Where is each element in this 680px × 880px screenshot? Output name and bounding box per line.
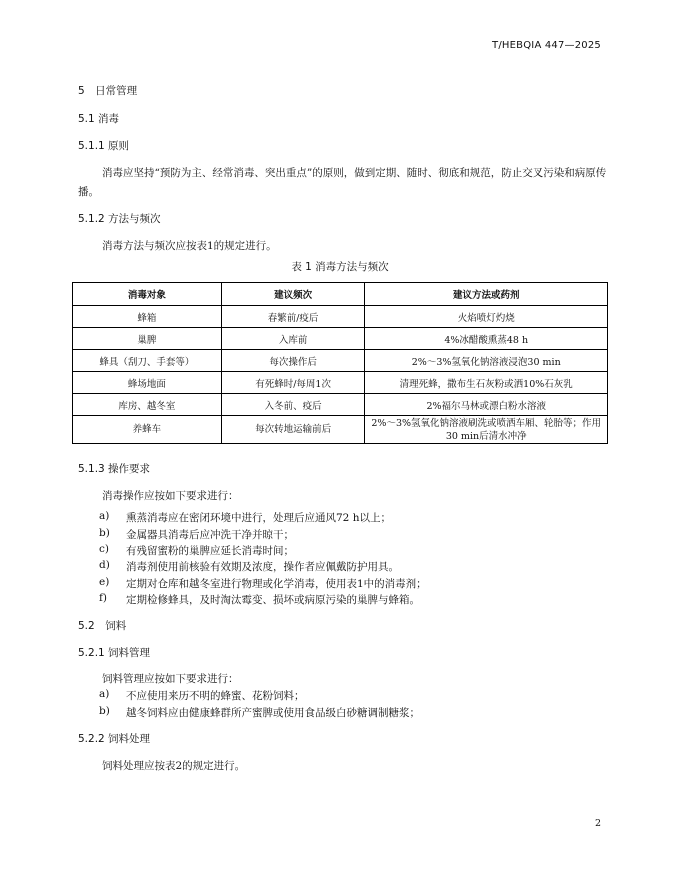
list-item-text: 消毒剂使用前核验有效期及浓度，操作者应佩戴防护用具。 [126,561,399,573]
document-code: T/HEBQIA 447—2025 [492,40,601,51]
table-header-row [73,283,608,306]
table-cell: 2%～3%氢氧化钠溶液刷洗或喷洒车厢、轮胎等；作用30 min后清水冲净 [365,416,608,444]
table-header-cell: 消毒对象 [73,283,222,306]
ops-intro: 消毒操作应按如下要求进行： [102,490,239,502]
table-cell: 每次转地运输前后 [221,416,365,444]
table-cell: 有死蜂时/每周1次 [221,372,365,394]
table-row [73,416,608,444]
feed-intro: 饲料管理应按如下要求进行： [102,673,239,685]
table-cell: 入冬前、疫后 [221,394,365,416]
list-item-label: e) [99,576,110,588]
list-item-text: 越冬饲料应由健康蜂群所产蜜脾或使用食品级白砂糖调制糖浆； [126,707,420,719]
table-cell: 清理死蜂，撒布生石灰粉或洒10%石灰乳 [365,372,608,394]
list-item-text: 定期检修蜂具，及时淘汰霉变、损坏或病原污染的巢脾与蜂箱。 [126,594,420,606]
table-cell: 2%福尔马林或漂白粉水溶液 [365,394,608,416]
list-item-label: b) [99,705,110,717]
section-heading-5-2-1: 5.2.1 饲料管理 [78,647,151,659]
disinfection-table [72,282,608,444]
section-heading-5: 5 日常管理 [78,85,138,97]
list-item-text: 不应使用来历不明的蜂蜜、花粉饲料； [126,690,305,702]
section-heading-5-1: 5.1 消毒 [78,113,120,125]
table-1-caption: 表 1 消毒方法与频次 [291,261,389,273]
table-cell: 巢脾 [73,328,222,350]
table-cell: 蜂箱 [73,306,222,328]
section-heading-5-1-2: 5.1.2 方法与频次 [78,213,161,225]
table-cell: 每次操作后 [221,350,365,372]
table-cell: 入库前 [221,328,365,350]
list-item-text: 金属器具消毒后应冲洗干净并晾干； [126,529,294,541]
list-item-label: f) [99,592,107,604]
list-item-label: b) [99,527,110,539]
table-cell: 春繁前/疫后 [221,306,365,328]
table-row [73,328,608,350]
list-item-text: 有残留蜜粉的巢脾应延长消毒时间； [126,545,294,557]
table-cell: 蜂具（刮刀、手套等） [73,350,222,372]
table-cell: 养蜂车 [73,416,222,444]
table-header-cell: 建议方法或药剂 [365,283,608,306]
table-cell: 4%冰醋酸熏蒸48 h [365,328,608,350]
section-heading-5-1-1: 5.1.1 原则 [78,140,130,152]
list-item-label: a) [99,688,110,700]
table-row [73,372,608,394]
list-item-text: 熏蒸消毒应在密闭环境中进行，处理后应通风72 h以上； [126,512,391,524]
list-item-text: 定期对仓库和越冬室进行物理或化学消毒，使用表1中的消毒剂； [126,578,427,590]
table-cell: 蜂场地面 [73,372,222,394]
table-cell: 火焰喷灯灼烧 [365,306,608,328]
table-row [73,394,608,416]
page-number: 2 [594,818,601,829]
method-paragraph: 消毒方法与频次应按表1的规定进行。 [102,240,277,252]
table-row [73,350,608,372]
feed-processing-paragraph: 饲料处理应按表2的规定进行。 [102,760,246,772]
table-row [73,306,608,328]
table-cell: 库房、越冬室 [73,394,222,416]
table-cell: 2%～3%氢氧化钠溶液浸泡30 min [365,350,608,372]
list-item-label: c) [99,543,109,555]
list-item-label: a) [99,510,110,522]
principle-paragraph: 消毒应坚持“预防为主、经常消毒、突出重点”的原则，做到定期、随时、彻底和规范，防止交叉污染和病原传播。 [78,167,607,198]
section-heading-5-2-2: 5.2.2 饲料处理 [78,733,151,745]
section-heading-5-1-3: 5.1.3 操作要求 [78,463,151,475]
table-header-cell: 建议频次 [221,283,365,306]
list-item-label: d) [99,559,110,571]
section-heading-5-2: 5.2 饲料 [78,620,127,632]
